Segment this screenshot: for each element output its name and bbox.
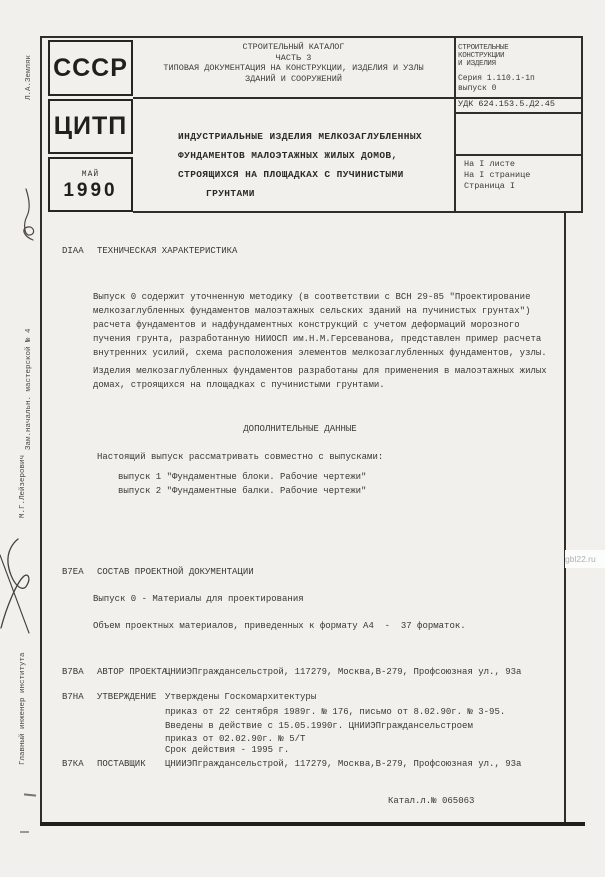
document-title-line3: СТРОЯЩИХСЯ НА ПЛОЩАДКАХ С ПУЧИНИСТЫМИ bbox=[178, 169, 404, 180]
supplier-value: ЦНИИЭПграждансельстрой, 117279, Москва,В-279, Профсоюзная ул., 93а bbox=[165, 759, 522, 769]
additional-data-heading: ДОПОЛНИТЕЛЬНЫЕ ДАННЫЕ bbox=[243, 424, 357, 434]
citp-label: ЦИТП bbox=[53, 112, 128, 140]
stamp-box-date bbox=[48, 157, 133, 212]
approval-line3: Введены в действие с 15.05.1990г. ЦНИИЭПграждансельстроем bbox=[165, 721, 473, 731]
tech-para1-line1: Выпуск 0 содержит уточненную методику (в соответствии с ВСН 29-85 "Проектирование bbox=[93, 292, 531, 302]
sheet-info-line3: Страница I bbox=[464, 181, 516, 191]
approval-code: В7НА bbox=[62, 692, 84, 702]
tech-para1-line3: расчета фундаментов и надфундаментных конструкций с учетом деформаций морозного bbox=[93, 320, 520, 330]
signature-icon bbox=[5, 187, 53, 242]
author-value: ЦНИИЭПграждансельстрой, 117279, Москва,В-279, Профсоюзная ул., 93а bbox=[165, 667, 522, 677]
approval-line1: Утверждены Госкомархитектуры bbox=[165, 692, 317, 702]
author-label: АВТОР ПРОЕКТА bbox=[97, 667, 168, 677]
catalog-heading-line1: СТРОИТЕЛЬНЫЙ КАТАЛОГ bbox=[242, 42, 345, 52]
constructions-caption bbox=[458, 44, 580, 68]
tech-para2-line1: Изделия мелкозаглубленных фундаментов разработаны для применения в малоэтажных жилых bbox=[93, 366, 547, 376]
sheet-info-line1: На I листе bbox=[464, 159, 516, 169]
margin-signature-bottom bbox=[16, 455, 30, 765]
constructions-caption-line1: СТРОИТЕЛЬНЫЕ bbox=[458, 44, 509, 52]
tech-para1-line2: мелкозаглубленных фундаментов малоэтажных сельских зданий на пучинистых грунтах") bbox=[93, 306, 531, 316]
approval-row bbox=[0, 692, 605, 704]
catalog-heading-line3: ТИПОВАЯ ДОКУМЕНТАЦИЯ НА КОНСТРУКЦИИ, ИЗДЕЛИЯ И УЗЛЫ bbox=[163, 63, 424, 73]
catalog-heading bbox=[133, 42, 454, 84]
series-caption bbox=[458, 74, 580, 93]
scan-mark-1 bbox=[24, 793, 36, 796]
document-title-line1: ИНДУСТРИАЛЬНЫЕ ИЗДЕЛИЯ МЕЛКОЗАГЛУБЛЕННЫХ bbox=[178, 131, 423, 142]
frame-top-border bbox=[40, 36, 583, 38]
margin-bottom-name: М.Г.Лейзерович bbox=[19, 455, 27, 519]
tech-para1-line4: пучения грунта, разработанную НИИОСП им.Н.М.Герсеванова, представлен пример расчета bbox=[93, 334, 542, 344]
catalog-sheet-number: Катал.л.№ 065063 bbox=[388, 796, 475, 806]
ussr-label: СССР bbox=[53, 53, 128, 82]
additional-item2: выпуск 2 "Фундаментные балки. Рабочие чертежи" bbox=[118, 486, 367, 496]
site-watermark: gbl22.ru bbox=[565, 550, 605, 568]
margin-signature-top bbox=[22, 55, 36, 450]
author-code: В7ВА bbox=[62, 667, 84, 677]
signature-flourish-icon bbox=[0, 538, 47, 633]
catalog-heading-line2: ЧАСТЬ 3 bbox=[275, 52, 312, 63]
frame-right-border-header bbox=[581, 36, 583, 213]
header-divider-h2 bbox=[133, 211, 583, 213]
margin-top-role: Зам.начальн. мастерской № 4 bbox=[25, 328, 33, 450]
constructions-caption-line3: И ИЗДЕЛИЯ bbox=[458, 60, 496, 68]
document-title-line4: ГРУНТАМИ bbox=[206, 188, 255, 199]
approval-label: УТВЕРЖДЕНИЕ bbox=[97, 692, 157, 702]
constructions-caption-line2: КОНСТРУКЦИИ bbox=[458, 52, 505, 60]
composition-line2: Объем проектных материалов, приведенных к формату А4 - 37 форматок. bbox=[93, 621, 466, 631]
catalog-heading-line4: ЗДАНИЙ И СООРУЖЕНИЙ bbox=[245, 73, 342, 84]
stamp-box-ussr bbox=[48, 40, 133, 96]
month-label: МАЙ bbox=[81, 169, 100, 179]
frame-left-border bbox=[40, 36, 42, 826]
tech-para1-line5: внутренних усилий, схема расположения элементов мелкозаглубленных фундаментов, узлы. bbox=[93, 348, 547, 358]
supplier-code: В7КА bbox=[62, 759, 84, 769]
stamp-box-citp bbox=[48, 99, 133, 154]
udk-cell-bottom-line bbox=[454, 112, 583, 114]
approval-line5: Срок действия - 1995 г. bbox=[165, 745, 290, 755]
tech-para2-line2: домах, строящихся на площадках с пучинистыми грунтами. bbox=[93, 380, 385, 390]
tech-section-heading-row bbox=[0, 246, 605, 258]
composition-line1: Выпуск 0 - Материалы для проектирования bbox=[93, 594, 304, 604]
sheet-cell-top-line bbox=[454, 154, 583, 156]
udk-number: УДК 624.153.5.Д2.45 bbox=[458, 99, 555, 109]
document-title bbox=[178, 127, 458, 203]
document-title-line2: ФУНДАМЕНТОВ МАЛОЭТАЖНЫХ ЖИЛЫХ ДОМОВ, bbox=[178, 150, 398, 161]
frame-bottom-border bbox=[40, 822, 585, 826]
supplier-label: ПОСТАВЩИК bbox=[97, 759, 146, 769]
tech-section-code: DIAA bbox=[62, 246, 84, 256]
frame-right-border-body bbox=[564, 211, 566, 826]
series-number: Серия 1.110.1-1п bbox=[458, 74, 535, 83]
additional-intro: Настоящий выпуск рассматривать совместно с выпусками: bbox=[97, 452, 384, 462]
series-issue: выпуск 0 bbox=[458, 83, 497, 93]
approval-line4: приказ от 02.02.90г. № 5/Т bbox=[165, 734, 306, 744]
margin-bottom-role: Главный инженер института bbox=[19, 652, 27, 765]
tech-section-heading: ТЕХНИЧЕСКАЯ ХАРАКТЕРИСТИКА bbox=[97, 246, 238, 256]
sheet-info bbox=[464, 159, 530, 192]
author-row bbox=[0, 667, 605, 679]
additional-item1: выпуск 1 "Фундаментные блоки. Рабочие чертежи" bbox=[118, 472, 367, 482]
composition-heading-row bbox=[0, 567, 605, 579]
composition-code: В7ЕА bbox=[62, 567, 84, 577]
approval-line2: приказ от 22 сентября 1989г. № 176, письмо от 8.02.90г. № 3-95. bbox=[165, 707, 506, 717]
supplier-row bbox=[0, 759, 605, 771]
composition-heading: СОСТАВ ПРОЕКТНОЙ ДОКУМЕНТАЦИИ bbox=[97, 567, 254, 577]
sheet-info-line2: На I странице bbox=[464, 170, 531, 180]
year-label: 1990 bbox=[63, 179, 118, 201]
margin-top-name: Л.А.Земляк bbox=[25, 55, 33, 101]
scan-mark-2 bbox=[20, 831, 29, 833]
